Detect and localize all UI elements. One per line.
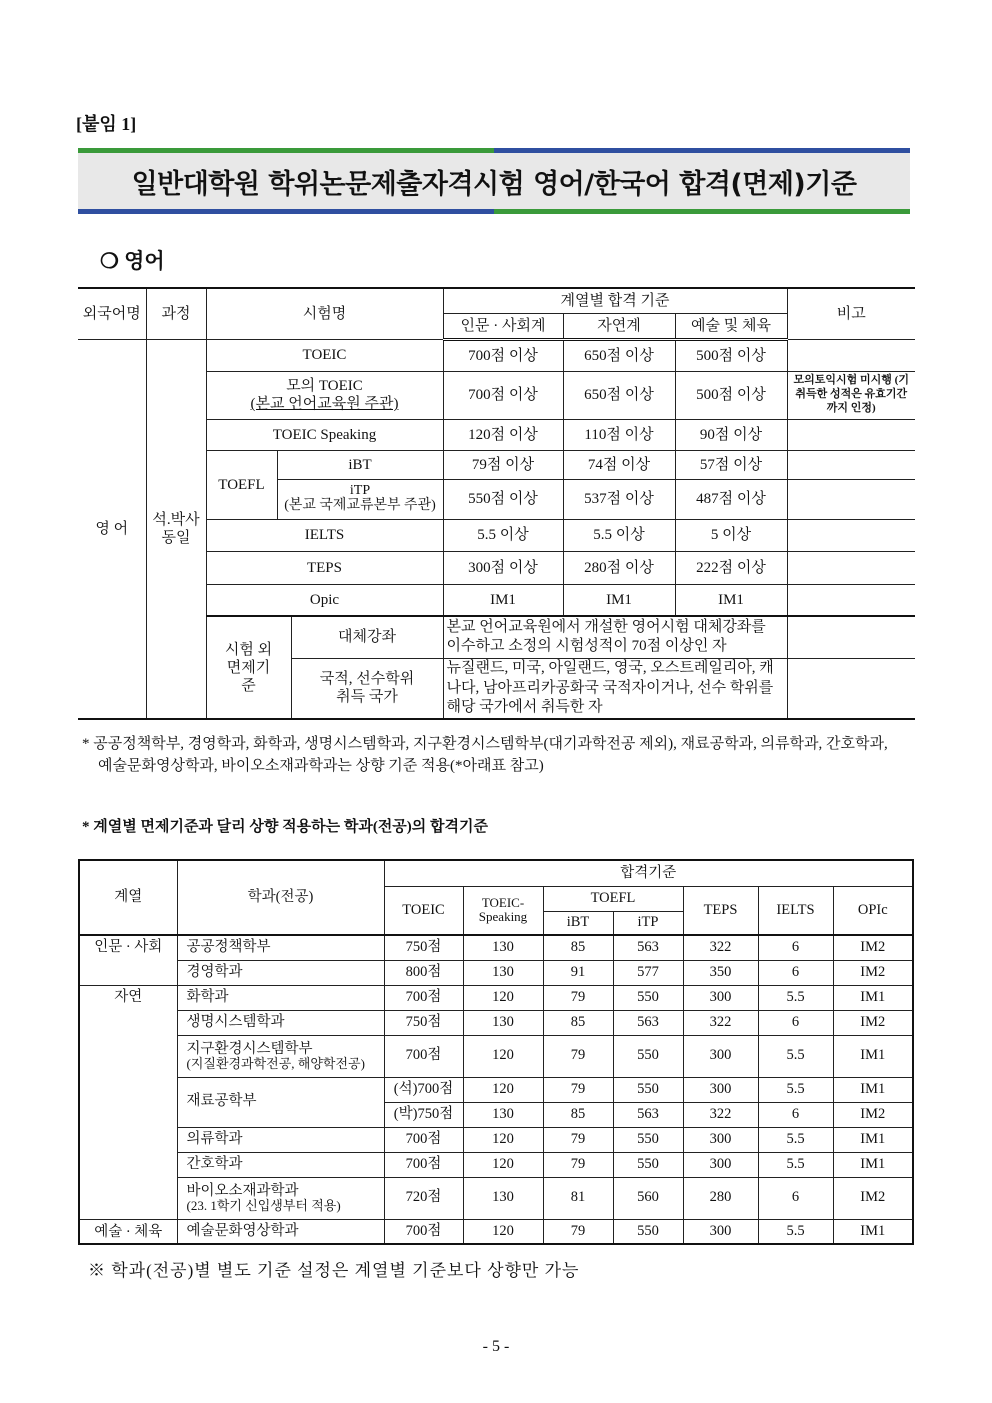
score-humanities: 120점 이상 xyxy=(443,419,563,450)
exam-name: IELTS xyxy=(206,519,443,551)
speaking-score: 120 xyxy=(463,985,543,1010)
page-number: - 5 - xyxy=(482,1338,510,1355)
ibt-score: 79 xyxy=(543,1127,613,1152)
itp-score: 550 xyxy=(613,985,683,1010)
speaking-score: 130 xyxy=(463,935,543,960)
speaking-score: 120 xyxy=(463,1219,543,1244)
dept-cell xyxy=(177,1152,384,1177)
teps-score: 350 xyxy=(683,960,758,985)
section-label: 영어 xyxy=(124,249,165,273)
table-row xyxy=(79,1219,913,1244)
dept-name: 지구환경시스템학부 xyxy=(186,1040,313,1057)
ibt-score: 79 xyxy=(543,1035,613,1077)
toeic-score: (박)750점 xyxy=(384,1102,463,1127)
dept-cell xyxy=(177,985,384,1010)
table-row xyxy=(79,1127,913,1152)
table-row xyxy=(79,960,913,985)
opic-score: IM2 xyxy=(833,935,913,960)
ielts-score: 5.5 xyxy=(758,1219,833,1244)
toeic-score: (석)700점 xyxy=(384,1077,463,1102)
remark xyxy=(787,658,915,719)
header-remarks: 비고 xyxy=(787,288,915,339)
score-natural: 74점 이상 xyxy=(563,450,675,479)
ibt-score: 85 xyxy=(543,1102,613,1127)
speaking-score: 120 xyxy=(463,1127,543,1152)
ibt-score: 79 xyxy=(543,1219,613,1244)
course-cell: 석.박사 동일 xyxy=(146,339,206,719)
score-natural: 650점 이상 xyxy=(563,339,675,371)
exam-name: TEPS xyxy=(206,551,443,584)
opic-score: IM1 xyxy=(833,1152,913,1177)
ielts-score: 5.5 xyxy=(758,1127,833,1152)
department-criteria-table xyxy=(78,859,914,1245)
table-row xyxy=(79,935,913,960)
remark xyxy=(787,419,915,450)
field-cell: 자연 xyxy=(79,985,177,1219)
score-humanities: 79점 이상 xyxy=(443,450,563,479)
speaking-score: 120 xyxy=(463,1152,543,1177)
header-field: 계열 xyxy=(79,860,177,935)
subtable-title: * 계열별 면제기준과 달리 상향 적용하는 학과(전공)의 합격기준 xyxy=(82,819,488,835)
score-arts: 500점 이상 xyxy=(675,339,787,371)
teps-score: 300 xyxy=(683,1219,758,1244)
dept-name: 예술문화영상학과 xyxy=(186,1222,299,1239)
toeic-score: 700점 xyxy=(384,1127,463,1152)
dept-cell xyxy=(177,1177,384,1219)
opic-score: IM1 xyxy=(833,1219,913,1244)
bottom-note: ※ 학과(전공)별 별도 기준 설정은 계열별 기준보다 상향만 가능 xyxy=(88,1261,580,1280)
speaking-score: 120 xyxy=(463,1077,543,1102)
speaking-score: 130 xyxy=(463,1177,543,1219)
ielts-score: 6 xyxy=(758,960,833,985)
header-speaking: TOEIC-Speaking xyxy=(463,886,543,935)
toefl-group: TOEFL xyxy=(206,450,277,519)
header-ielts: IELTS xyxy=(758,886,833,935)
ibt-score: 79 xyxy=(543,985,613,1010)
itp-score: 550 xyxy=(613,1219,683,1244)
footnote-line: * 공공정책학부, 경영학과, 화학과, 생명시스템학과, 지구환경시스템학부(대기과학전공 제외), 재료공학과, 의류학과, 간호학과, xyxy=(82,736,888,752)
header-arts: 예술 및 체육 xyxy=(675,313,787,339)
itp-score: 577 xyxy=(613,960,683,985)
remark xyxy=(787,616,915,658)
department-rows xyxy=(79,935,913,1244)
ielts-score: 5.5 xyxy=(758,1035,833,1077)
score-humanities: 700점 이상 xyxy=(443,371,563,419)
opic-score: IM1 xyxy=(833,1077,913,1102)
attachment-label: [붙임 1] xyxy=(76,114,137,134)
dept-name: 간호학과 xyxy=(186,1155,243,1172)
dept-name: 화학과 xyxy=(186,988,229,1005)
table-row xyxy=(79,1077,913,1102)
header-ibt: iBT xyxy=(543,911,613,935)
field-cell: 인문 · 사회 xyxy=(79,935,177,985)
score-natural: 650점 이상 xyxy=(563,371,675,419)
remark: 모의토익시험 미시행 (기 취득한 성적은 유효기간까지 인정) xyxy=(787,371,915,419)
itp-score: 560 xyxy=(613,1177,683,1219)
exam-name: iBT xyxy=(277,450,443,479)
teps-score: 300 xyxy=(683,1152,758,1177)
exam-name: Opic xyxy=(206,584,443,616)
score-arts: 90점 이상 xyxy=(675,419,787,450)
toeic-score: 700점 xyxy=(384,1219,463,1244)
opic-score: IM2 xyxy=(833,1177,913,1219)
score-arts: 222점 이상 xyxy=(675,551,787,584)
toeic-score: 700점 xyxy=(384,1035,463,1077)
itp-score: 563 xyxy=(613,1102,683,1127)
score-arts: 57점 이상 xyxy=(675,450,787,479)
opic-score: IM1 xyxy=(833,1127,913,1152)
teps-score: 280 xyxy=(683,1177,758,1219)
dept-cell xyxy=(177,1077,384,1127)
itp-score: 563 xyxy=(613,1010,683,1035)
opic-score: IM2 xyxy=(833,960,913,985)
speaking-score: 120 xyxy=(463,1035,543,1077)
dept-cell xyxy=(177,960,384,985)
score-arts: 5 이상 xyxy=(675,519,787,551)
header-toefl: TOEFL xyxy=(543,886,683,911)
page-title: 일반대학원 학위논문제출자격시험 영어/한국어 합격(면제)기준 xyxy=(131,168,857,200)
score-humanities: 700점 이상 xyxy=(443,339,563,371)
score-arts: 500점 이상 xyxy=(675,371,787,419)
teps-score: 322 xyxy=(683,935,758,960)
ibt-score: 79 xyxy=(543,1152,613,1177)
table-row xyxy=(79,1177,913,1219)
header-opic: OPIc xyxy=(833,886,913,935)
dept-name: 공공정책학부 xyxy=(186,939,271,956)
title-banner xyxy=(78,148,910,214)
toeic-score: 750점 xyxy=(384,1010,463,1035)
teps-score: 300 xyxy=(683,1035,758,1077)
score-natural: 5.5 이상 xyxy=(563,519,675,551)
score-arts: 487점 이상 xyxy=(675,479,787,519)
exam-name xyxy=(206,371,443,419)
remark xyxy=(787,584,915,616)
header-course: 과정 xyxy=(146,288,206,339)
score-arts: IM1 xyxy=(675,584,787,616)
dept-note: (23. 1학기 신입생부터 적용) xyxy=(186,1197,341,1213)
teps-score: 300 xyxy=(683,985,758,1010)
header-toeic: TOEIC xyxy=(384,886,463,935)
dept-name: 생명시스템학과 xyxy=(186,1013,285,1030)
teps-score: 322 xyxy=(683,1010,758,1035)
ielts-score: 6 xyxy=(758,1102,833,1127)
speaking-score: 130 xyxy=(463,1102,543,1127)
score-humanities: 550점 이상 xyxy=(443,479,563,519)
toeic-score: 700점 xyxy=(384,985,463,1010)
ielts-score: 5.5 xyxy=(758,1077,833,1102)
score-natural: 110점 이상 xyxy=(563,419,675,450)
opic-score: IM2 xyxy=(833,1010,913,1035)
table-row xyxy=(79,1152,913,1177)
exam-name: TOEIC xyxy=(206,339,443,371)
dept-cell xyxy=(177,1035,384,1077)
ibt-score: 91 xyxy=(543,960,613,985)
dept-name: 경영학과 xyxy=(186,963,243,980)
dept-cell xyxy=(177,1219,384,1244)
remark xyxy=(787,519,915,551)
circle-bullet-icon: ❍ xyxy=(100,249,119,273)
table-row xyxy=(79,1035,913,1077)
table-row xyxy=(79,1010,913,1035)
ielts-score: 5.5 xyxy=(758,1152,833,1177)
exam-organizer: (본교 국제교류본부 주관) xyxy=(284,498,436,513)
toeic-score: 720점 xyxy=(384,1177,463,1219)
toeic-score: 750점 xyxy=(384,935,463,960)
footnote-line: 예술문화영상학과, 바이오소재과학과는 상향 기준 적용(*아래표 참고) xyxy=(98,758,544,774)
remark xyxy=(787,551,915,584)
score-humanities: IM1 xyxy=(443,584,563,616)
opic-score: IM1 xyxy=(833,985,913,1010)
dept-cell xyxy=(177,935,384,960)
teps-score: 300 xyxy=(683,1077,758,1102)
ibt-score: 79 xyxy=(543,1077,613,1102)
header-criteria: 계열별 합격 기준 xyxy=(443,288,787,313)
header-criteria: 합격기준 xyxy=(384,860,913,886)
score-natural: 537점 이상 xyxy=(563,479,675,519)
exemption-desc: 본교 언어교육원에서 개설한 영어시험 대체강좌를 이수하고 소정의 시험성적이 70점 이상인 자 xyxy=(443,616,787,658)
remark xyxy=(787,339,915,371)
section-heading xyxy=(100,245,165,275)
exemption-label: 시험 외 면제기준 xyxy=(206,616,291,719)
header-dept: 학과(전공) xyxy=(177,860,384,935)
ielts-score: 6 xyxy=(758,935,833,960)
dept-name: 의류학과 xyxy=(186,1130,243,1147)
teps-score: 322 xyxy=(683,1102,758,1127)
field-cell: 예술 · 체육 xyxy=(79,1219,177,1244)
itp-score: 563 xyxy=(613,935,683,960)
dept-name: 재료공학부 xyxy=(186,1093,257,1110)
itp-score: 550 xyxy=(613,1127,683,1152)
itp-score: 550 xyxy=(613,1035,683,1077)
ibt-score: 85 xyxy=(543,935,613,960)
score-humanities: 5.5 이상 xyxy=(443,519,563,551)
english-criteria-table xyxy=(78,287,915,720)
ibt-score: 85 xyxy=(543,1010,613,1035)
speaking-score: 130 xyxy=(463,960,543,985)
toeic-score: 700점 xyxy=(384,1152,463,1177)
ielts-score: 6 xyxy=(758,1177,833,1219)
exemption-name: 국적, 선수학위 취득 국가 xyxy=(291,658,443,719)
remark xyxy=(787,450,915,479)
exam-name xyxy=(277,479,443,519)
footnote xyxy=(82,733,922,777)
header-itp: iTP xyxy=(613,911,683,935)
speaking-score: 130 xyxy=(463,1010,543,1035)
exemption-name: 대체강좌 xyxy=(291,616,443,658)
dept-name: 바이오소재과학과 xyxy=(186,1182,299,1199)
exam-title: iTP xyxy=(349,483,371,499)
score-humanities: 300점 이상 xyxy=(443,551,563,584)
header-exam: 시험명 xyxy=(206,288,443,339)
teps-score: 300 xyxy=(683,1127,758,1152)
exam-organizer: (본교 언어교육원 주관) xyxy=(250,396,399,412)
score-natural: 280점 이상 xyxy=(563,551,675,584)
ielts-score: 6 xyxy=(758,1010,833,1035)
language-cell: 영 어 xyxy=(78,339,146,719)
dept-cell xyxy=(177,1010,384,1035)
remark xyxy=(787,479,915,519)
exemption-desc: 뉴질랜드, 미국, 아일랜드, 영국, 오스트레일리아, 캐나다, 남아프리카공화국 국적자이거나, 선수 학위를 해당 국가에서 취득한 자 xyxy=(443,658,787,719)
exam-title: 모의 TOEIC xyxy=(286,378,363,394)
itp-score: 550 xyxy=(613,1152,683,1177)
header-natural: 자연계 xyxy=(563,313,675,339)
score-natural: IM1 xyxy=(563,584,675,616)
opic-score: IM1 xyxy=(833,1035,913,1077)
opic-score: IM2 xyxy=(833,1102,913,1127)
header-language: 외국어명 xyxy=(78,288,146,339)
ibt-score: 81 xyxy=(543,1177,613,1219)
dept-cell xyxy=(177,1127,384,1152)
itp-score: 550 xyxy=(613,1077,683,1102)
header-teps: TEPS xyxy=(683,886,758,935)
header-humanities: 인문 · 사회계 xyxy=(443,313,563,339)
toeic-score: 800점 xyxy=(384,960,463,985)
table-row xyxy=(79,985,913,1010)
dept-note: (지질환경과학전공, 해양학전공) xyxy=(186,1055,365,1071)
ielts-score: 5.5 xyxy=(758,985,833,1010)
exam-name: TOEIC Speaking xyxy=(206,419,443,450)
